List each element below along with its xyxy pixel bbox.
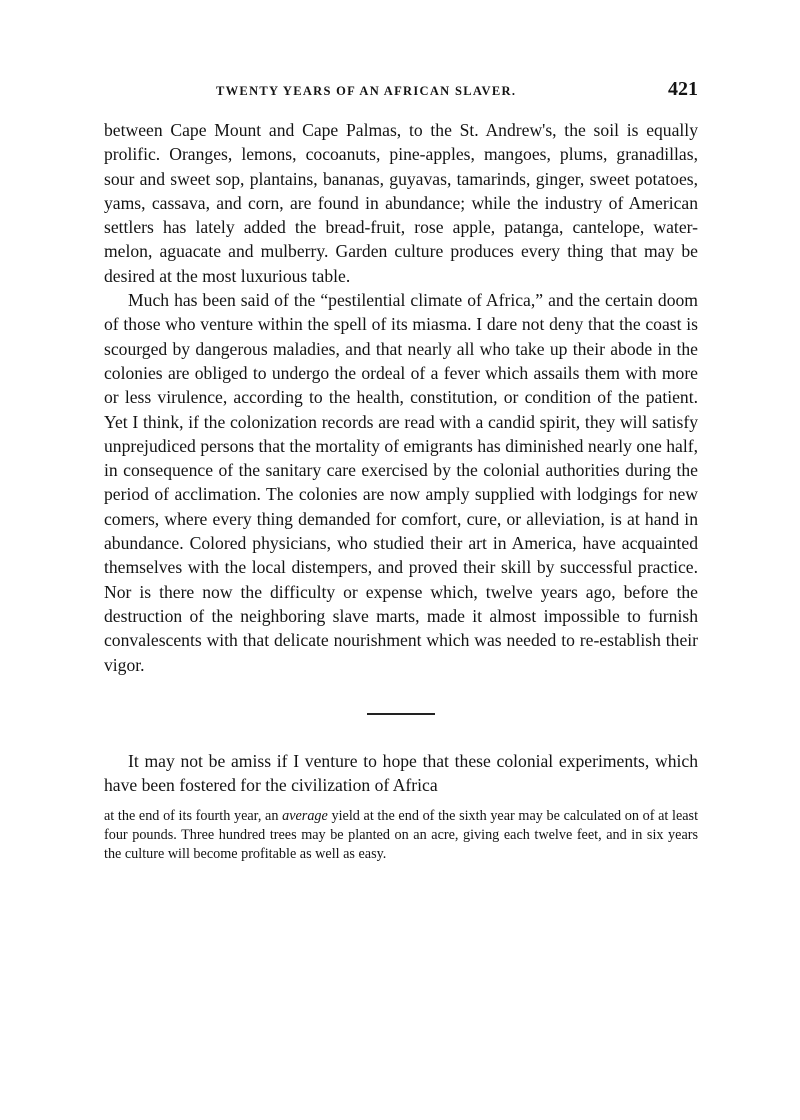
- page-number: 421: [668, 78, 698, 100]
- book-page: [104, 78, 698, 864]
- paragraph-climate: Much has been said of the “pestilential climate of Africa,” and the certain doom of those who venture within the spell of its miasma. I dare not deny that the coast is scourged by dangerous maladies, and that nearly all who take up their abode in the colonies are obliged to undergo the ordeal of a fever which assails them with more or less virulence, according to the health, constitution, or condition of the patient. Yet I think, if the colonization records are read with a candid spirit, they will satisfy unprejudiced persons that the mortality of emigrants has diminished nearly one half, in consequence of the sanitary care exercised by the colonial authorities during the period of acclimation. The colonies are now amply supplied with lodgings for new comers, where every thing demanded for comfort, cure, or alleviation, is at hand in abundance. Colored physicians, who studied their art in America, have acquainted themselves with the local distempers, and proved their skill by successful practice. Nor is there now the difficulty or expense which, twelve years ago, before the destruction of the neighboring slave marts, made it almost impossible to furnish convalescents with that delicate nourishment which was needed to re-establish their vigor.: [104, 290, 698, 675]
- running-head: [104, 78, 698, 108]
- footnote-text-start: at the end of its fourth year, an: [104, 808, 283, 825]
- footnote: [104, 807, 698, 864]
- paragraph-continuation: between Cape Mount and Cape Palmas, to the St. Andrew's, the soil is equally prolific. Oranges, lemons, cocoanuts, pine-apples, mangoes, plums, granadillas, sour and sweet sop, plantains, bananas, guyavas, tamarinds, ginger, sweet potatoes, yams, cassava, and corn, are found in abundance; while the industry of American settlers has lately added the bread-fruit, rose apple, patanga, cantelope, water-melon, aguacate and mulberry. Garden culture produces every thing that may be desired at the most luxurious table.: [104, 120, 698, 286]
- section-divider: [367, 713, 435, 715]
- footnote-emphasis: average: [282, 808, 328, 825]
- paragraph-colonial-experiments: It may not be amiss if I venture to hope that these colonial experiments, which have been fostered for the civilization of Africa: [104, 750, 698, 796]
- footnote-text-end: yield at the end of the sixth year may be calculated on of at least four pounds. Three hundred trees may be planted on an acre, giving each twelve feet, and in six years the culture will become profitable as well as easy.: [104, 808, 699, 863]
- running-title: TWENTY YEARS OF AN AFRICAN SLAVER.: [216, 84, 517, 98]
- body-text: [104, 118, 698, 797]
